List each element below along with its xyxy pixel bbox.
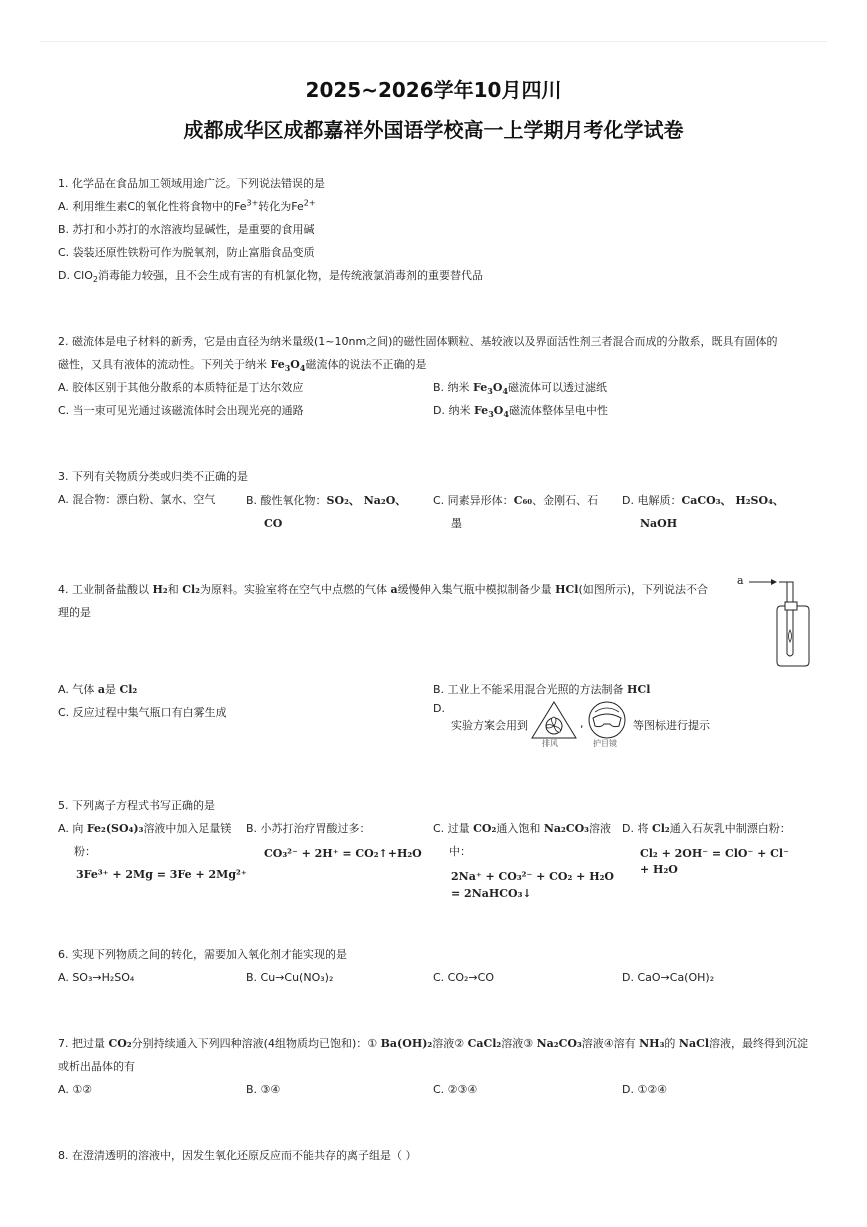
question-6-option-d[interactable]: D. CaO→Ca(OH)₂ <box>622 971 715 984</box>
question-2-stem-line2: 磁性，又具有液体的流动性。下列关于纳米 $Fe_3O_4$磁流体的说法不正确的是 <box>58 358 427 374</box>
question-6-option-a[interactable]: A. SO₃→H₂SO₄ <box>58 971 135 984</box>
page-title-line2: 成都成华区成都嘉祥外国语学校高一上学期月考化学试卷 <box>183 118 684 142</box>
question-4-stem-line2: 理的是 <box>58 606 91 619</box>
question-2-option-a[interactable]: A. 胶体区别于其他分散系的本质特征是丁达尔效应 <box>58 381 304 394</box>
question-3-option-b[interactable]: B. 酸性氧化物：SO₂、 Na₂O、 CO <box>246 494 407 530</box>
question-5-option-b[interactable]: B. 小苏打治疗胃酸过多： CO₃²⁻ + 2H⁺ = CO₂↑+H₂O <box>246 822 422 860</box>
question-1-option-c[interactable]: C. 袋装还原性铁粉可作为脱氧剂，防止富脂食品变质 <box>58 246 315 259</box>
gas-jar-icon <box>735 572 815 672</box>
question-4-option-c[interactable]: C. 反应过程中集气瓶口有白雾生成 <box>58 706 227 719</box>
question-6-stem: 6. 实现下列物质之间的转化，需要加入氧化剂才能实现的是 <box>58 948 347 961</box>
question-3-option-a[interactable]: A. 混合物：漂白粉、氯水、空气 <box>58 493 216 506</box>
gas-jar-figure <box>735 572 815 672</box>
question-1-option-b[interactable]: B. 苏打和小苏打的水溶液均显碱性，是重要的食用碱 <box>58 223 315 236</box>
question-1-option-a[interactable]: A. 利用维生素C的氧化性将食物中的$Fe^{3+}$转化为$Fe^{2+}$ <box>58 198 316 213</box>
question-5-option-c[interactable]: C. 过量 CO₂通入饱和 Na₂CO₃溶液 中： 2Na⁺ + CO₃²⁻ + CO₂ + H₂O = 2NaHCO₃↓ <box>433 822 614 900</box>
question-3-option-c[interactable]: C. 同素异形体：C₆₀、金刚石、石 墨 <box>433 494 599 530</box>
question-7-stem-line2: 或析出晶体的有 <box>58 1060 135 1073</box>
question-1-option-d[interactable]: D. ClO$_2$消毒能力较强，且不会生成有害的有机氯化物，是传统液氯消毒剂的重要替代品 <box>58 269 483 285</box>
question-3-stem: 3. 下列有关物质分类或归类不正确的是 <box>58 470 248 483</box>
question-7-option-d[interactable]: D. ①②④ <box>622 1083 668 1096</box>
question-7-option-a[interactable]: A. ①② <box>58 1083 93 1096</box>
question-4-option-b[interactable]: B. 工业上不能采用混合光照的方法制备 HCl <box>433 683 651 696</box>
question-4-option-a[interactable]: A. 气体 a是 Cl₂ <box>58 683 138 696</box>
question-6-option-b[interactable]: B. Cu→Cu(NO₃)₂ <box>246 971 334 984</box>
safety-goggles-icon: 护目镜 <box>583 700 631 750</box>
page-top-rule <box>40 41 827 42</box>
figure-label-a: a <box>737 574 744 587</box>
exhaust-fan-icon: 排风 <box>529 700 579 750</box>
question-2-option-d[interactable]: D. 纳米 $Fe_3O_4$磁流体整体呈电中性 <box>433 404 608 420</box>
question-1-stem: 1. 化学品在食品加工领域用途广泛。下列说法错误的是 <box>58 177 325 190</box>
question-5-option-d[interactable]: D. 将 Cl₂通入石灰乳中制漂白粉： Cl₂ + 2OH⁻ = ClO⁻ + Cl⁻ + H₂O <box>622 822 791 876</box>
question-7-option-b[interactable]: B. ③④ <box>246 1083 281 1096</box>
question-2-option-c[interactable]: C. 当一束可见光通过该磁流体时会出现光亮的通路 <box>58 404 304 417</box>
question-7-stem-line1: 7. 把过量 CO₂分别持续通入下列四种溶液(4组物质均已饱和)：① Ba(OH)₂溶液② CaCl₂溶液③ Na₂CO₃溶液④溶有 NH₃的 NaCl溶液，最终得到沉淀 <box>58 1037 809 1050</box>
question-3-option-d[interactable]: D. 电解质：CaCO₃、 H₂SO₄、 NaOH <box>622 494 784 530</box>
question-7-option-c[interactable]: C. ②③④ <box>433 1083 478 1096</box>
question-5-stem: 5. 下列离子方程式书写正确的是 <box>58 799 215 812</box>
page-title-line1: 2025~2026学年10月四川 <box>305 78 562 102</box>
question-5-option-a[interactable]: A. 向 Fe₂(SO₄)₃溶液中加入足量镁 粉： 3Fe³⁺ + 2Mg = 3Fe + 2Mg²⁺ <box>58 822 247 881</box>
question-4-stem-line1: 4. 工业制备盐酸以 H₂和 Cl₂为原料。实验室将在空气中点燃的气体 a缓慢伸入集气瓶中模拟制备少量 HCl(如图所示)，下列说法不合 <box>58 583 709 596</box>
question-6-option-c[interactable]: C. CO₂→CO <box>433 971 494 984</box>
question-8-stem: 8. 在澄清透明的溶液中，因发生氧化还原反应而不能共存的离子组是（ ） <box>58 1149 417 1162</box>
question-2-option-b[interactable]: B. 纳米 $Fe_3O_4$磁流体可以透过滤纸 <box>433 381 608 397</box>
question-4-option-d[interactable]: D. 实验方案会用到 排风 , 护目镜 等图标进行提示 <box>433 702 710 748</box>
question-2-stem-line1: 2. 磁流体是电子材料的新秀，它是由直径为纳米量级(1~10nm之间)的磁性固体颗粒、基较液以及界面活性剂三者混合而成的分散系，既具有固体的 <box>58 335 778 348</box>
